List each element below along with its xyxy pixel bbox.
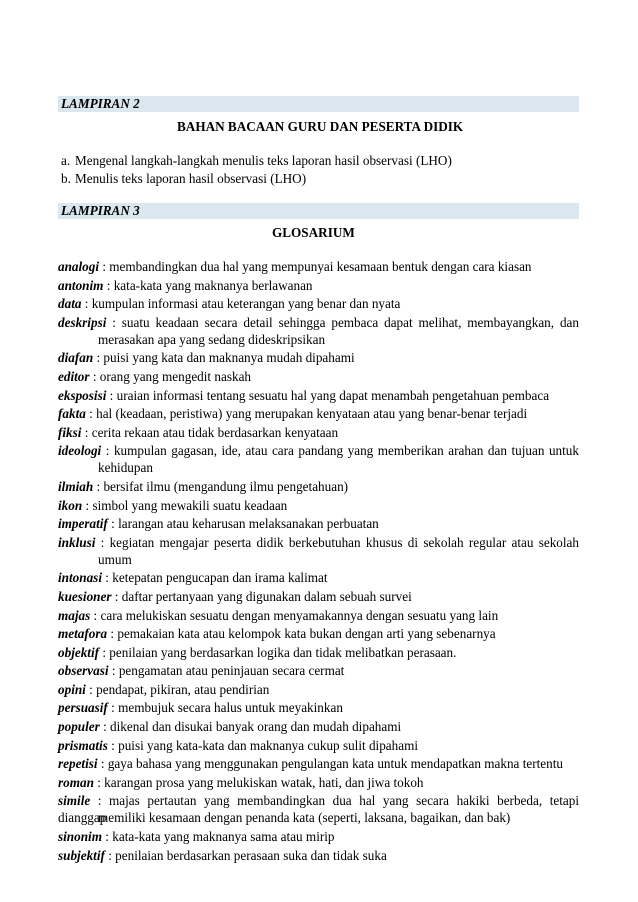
glossary-entry-line [58, 681, 579, 698]
glossary-entry [58, 405, 579, 422]
glossary-term: kuesioner [58, 588, 112, 604]
glossary-entry [58, 588, 579, 605]
glossary-term: metafora [58, 626, 108, 642]
glossary-term: persuasif [58, 700, 108, 716]
glossary-entry [58, 277, 579, 294]
glossary-term: majas [58, 607, 91, 623]
glossary-term: simile [58, 793, 91, 809]
glossary-entry [58, 424, 579, 441]
glossary-definition: : puisi yang kata-kata dan maknanya cukup sulit dipahami [107, 737, 419, 753]
glossary-definition: : gaya bahasa yang menggunakan pengulangan kata untuk mendapatkan makna tertentu [97, 756, 563, 772]
glossary-definition: : pemakaian kata atau kelompok kata bukan dengan arti yang sebenarnya [107, 626, 496, 642]
glossary-entry [58, 314, 579, 348]
glossary-definition: : hal (keadaan, peristiwa) yang merupakan kenyataan atau yang benar-benar terjadi [85, 406, 528, 422]
glossary-entry [58, 295, 579, 312]
glossary-term: ilmiah [58, 478, 94, 494]
glossary-entry [58, 387, 579, 404]
glossary-entry-line [58, 847, 579, 864]
appendix-2-title: BAHAN BACAAN GURU DAN PESERTA DIDIK [177, 119, 464, 134]
list-marker: a. [61, 153, 71, 168]
glossary-term: ideologi [58, 443, 102, 459]
glossary-entry-line [58, 774, 579, 791]
glossary-entry [58, 625, 579, 642]
glossary-entry [58, 737, 579, 754]
glossary-entry-line [58, 295, 579, 312]
glossary-entry [58, 258, 579, 275]
glossary-entry [58, 662, 579, 679]
glossary-entry [58, 368, 579, 385]
glossary-entry-line [58, 349, 579, 366]
glossary-term: ikon [58, 497, 83, 513]
glossary-entry-line [58, 314, 579, 331]
glossary-term: antonim [58, 277, 104, 293]
glossary-entry [58, 699, 579, 716]
list-item-text: Mengenal langkah-langkah menulis teks laporan hasil observasi (LHO) [75, 153, 452, 168]
glossary-definition: : membujuk secara halus untuk meyakinkan [107, 700, 343, 716]
glossary-title: GLOSARIUM [272, 225, 355, 240]
glossary-entry [58, 515, 579, 532]
glossary-definition: : karangan prosa yang melukiskan watak, hati, dan jiwa tokoh [93, 774, 424, 790]
glossary-definition-continuation: memiliki kesamaan dengan penanda kata (seperti, laksana, bagaikan, dan bak) [98, 810, 511, 826]
glossary-entry-line [58, 828, 579, 845]
glossary-definition: : ketepatan pengucapan dan irama kalimat [101, 570, 328, 586]
glossary-definition: : cerita rekaan atau tidak berdasarkan kenyataan [81, 424, 339, 440]
glossary-entry [58, 534, 579, 568]
glossary-entry-line [58, 515, 579, 532]
glossary-definition: : kumpulan gagasan, ide, atau cara pandang yang memberikan arahan dan tujuan untuk [101, 443, 579, 459]
glossary-definition: : puisi yang kata dan maknanya mudah dipahami [93, 350, 355, 366]
glossary-entry-line [58, 607, 579, 624]
glossary-definition: : kumpulan informasi atau keterangan yang benar dan nyata [81, 296, 401, 312]
glossary-definition: : kegiatan mengajar peserta didik berkebutuhan khusus di sekolah regular atau sekolah [95, 534, 579, 550]
appendix-2-label: LAMPIRAN 2 [61, 96, 140, 111]
glossary-entry-line [58, 405, 579, 422]
glossary-entry-line [58, 644, 579, 661]
list-item-text: Menulis teks laporan hasil observasi (LHO) [75, 171, 307, 186]
glossary-term: fakta [58, 406, 86, 422]
glossary-entry-line [58, 699, 579, 716]
glossary-definition: : kata-kata yang maknanya sama atau mirip [101, 829, 335, 845]
glossary-entry [58, 828, 579, 845]
glossary-term: deskripsi [58, 314, 107, 330]
glossary-term: roman [58, 774, 94, 790]
glossary-entry-line [58, 662, 579, 679]
glossary-entry [58, 569, 579, 586]
glossary-term: analogi [58, 259, 100, 274]
glossary-definition: : larangan atau keharusan melaksanakan perbuatan [107, 516, 379, 532]
glossary-entry-line [58, 588, 579, 605]
glossary-entry [58, 847, 579, 864]
glossary-term: intonasi [58, 570, 102, 586]
glossary-term: observasi [58, 663, 109, 679]
glossary-definition: : uraian informasi tentang sesuatu hal yang dapat menambah pengetahuan pembaca [106, 387, 550, 403]
glossary-entry-line [58, 442, 579, 459]
glossary-entry-line [58, 368, 579, 385]
glossary-definition: : pendapat, pikiran, atau pendirian [85, 681, 270, 697]
glossary-entry [58, 792, 579, 826]
glossary-entry [58, 478, 579, 495]
glossary-term: editor [58, 368, 90, 384]
glossary-definition: : simbol yang mewakili suatu keadaan [82, 497, 288, 513]
glossary-definition: : suatu keadaan secara detail sehingga pembaca dapat melihat, membayangkan, dan [106, 314, 579, 330]
glossary-entry [58, 755, 579, 772]
glossary-entry [58, 644, 579, 661]
glossary-entry [58, 442, 579, 476]
glossary-definition: : daftar pertanyaan yang digunakan dalam sebuah survei [111, 588, 412, 604]
glossary-term: imperatif [58, 516, 108, 532]
glossary-term: sinonim [58, 829, 102, 845]
glossary-entry-line [58, 277, 579, 294]
glossary-entry-line [58, 755, 579, 772]
glossary-term: fiksi [58, 424, 82, 440]
glossary-entry-line [58, 258, 579, 275]
glossary-entry-line [58, 478, 579, 495]
glossary-definition-continuation: umum [98, 551, 132, 567]
glossary-entry [58, 607, 579, 624]
glossary-entry-line [58, 534, 579, 551]
glossary-term: prismatis [58, 737, 108, 753]
glossary-entry-line [58, 625, 579, 642]
glossary-term: opini [58, 681, 86, 697]
glossary-entry [58, 774, 579, 791]
glossary-definition: : majas pertautan yang membandingkan dua hal yang secara hakiki berbeda, tetapi dianggap [58, 793, 579, 826]
glossary-entry-line [58, 387, 579, 404]
glossary-definition: : pengamatan atau peninjauan secara cermat [108, 663, 345, 679]
glossary-entry [58, 681, 579, 698]
list-item-a [61, 152, 452, 169]
glossary-entry [58, 497, 579, 514]
glossary-definition: : membandingkan dua hal yang mempunyai kesamaan bentuk dengan cara kiasan [99, 259, 532, 274]
glossary-term: populer [58, 719, 100, 735]
glossary-term: data [58, 296, 82, 312]
list-item-b [61, 170, 306, 187]
glossary-term: inklusi [58, 534, 96, 550]
glossary-list [58, 258, 579, 865]
glossary-definition: : cara melukiskan sesuatu dengan menyamakannya dengan sesuatu yang lain [90, 607, 499, 623]
glossary-entry-line [58, 424, 579, 441]
glossary-term: repetisi [58, 756, 98, 772]
glossary-definition: : penilaian berdasarkan perasaan suka dan tidak suka [104, 847, 387, 863]
glossary-definition: : bersifat ilmu (mengandung ilmu pengetahuan) [93, 478, 349, 494]
glossary-term: objektif [58, 644, 100, 660]
glossary-definition: : kata-kata yang maknanya berlawanan [103, 277, 313, 293]
glossary-entry-line [58, 497, 579, 514]
glossary-entry [58, 718, 579, 735]
list-marker: b. [61, 171, 71, 186]
glossary-term: eksposisi [58, 387, 107, 403]
glossary-definition: : orang yang mengedit naskah [89, 368, 252, 384]
appendix-3-label: LAMPIRAN 3 [61, 203, 140, 218]
glossary-term: diafan [58, 350, 94, 366]
glossary-entry [58, 349, 579, 366]
glossary-definition: : penilaian yang berdasarkan logika dan tidak melibatkan perasaan. [99, 644, 457, 660]
glossary-definition: : dikenal dan disukai banyak orang dan mudah dipahami [99, 719, 402, 735]
glossary-entry-line [58, 718, 579, 735]
glossary-entry-line [58, 737, 579, 754]
glossary-term: subjektif [58, 847, 105, 863]
glossary-entry-line [58, 569, 579, 586]
glossary-definition-continuation: kehidupan [98, 460, 153, 476]
glossary-definition-continuation: merasakan apa yang sedang dideskripsikan [98, 331, 326, 347]
